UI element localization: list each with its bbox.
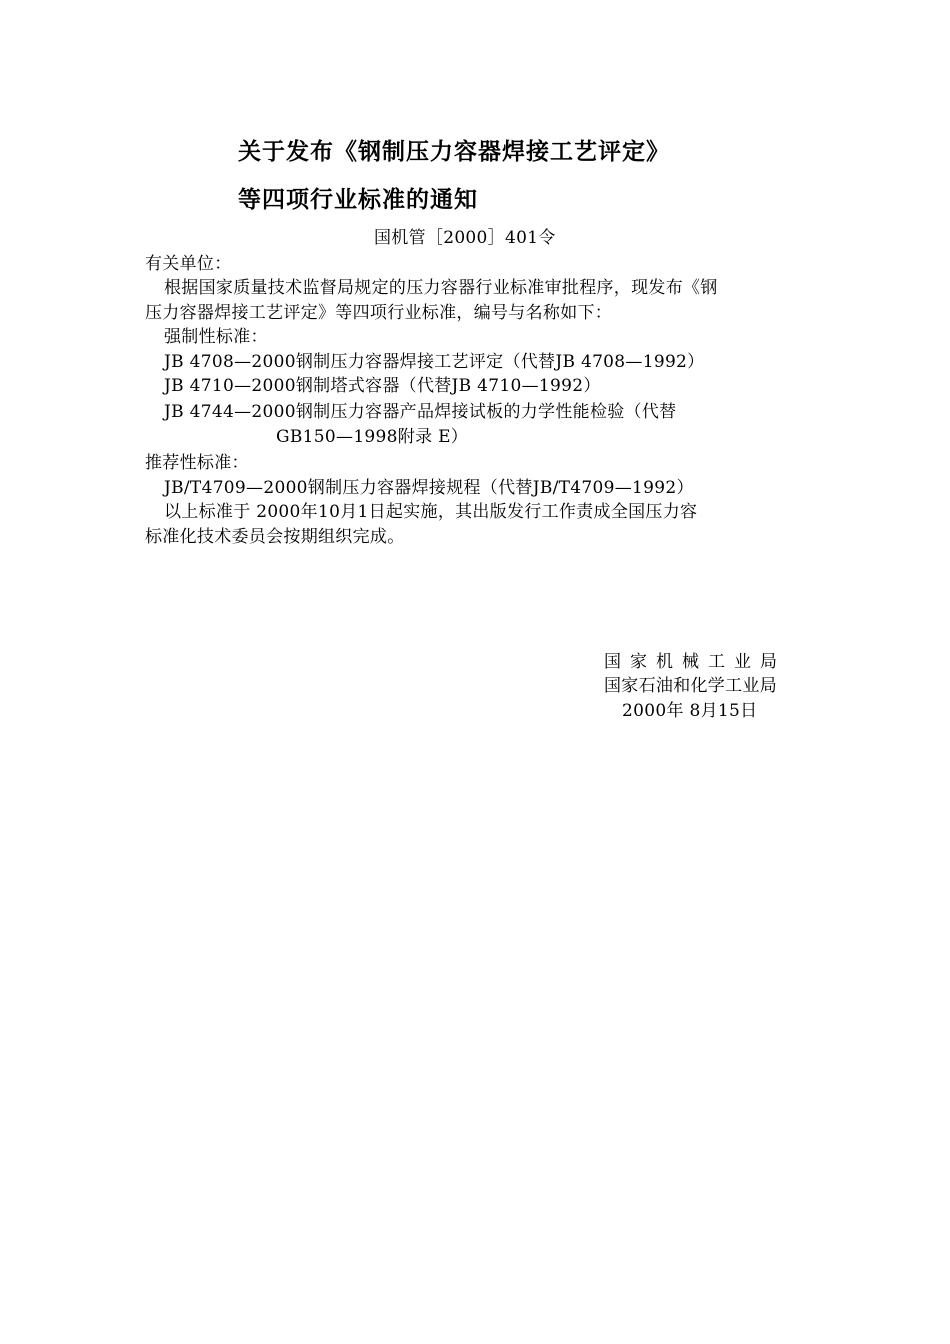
mandatory-standard-item: JB 4708—2000钢制压力容器焊接工艺评定（代替JB 4708—1992） — [164, 352, 705, 372]
signatory-petroleum-chemical-bureau: 国家石油和化学工业局 — [604, 676, 777, 696]
signatory-machinery-bureau: 国家机械工业局 — [604, 652, 786, 672]
issue-date: 2000年 8月15日 — [622, 701, 758, 721]
addressee: 有关单位： — [145, 254, 232, 274]
intro-paragraph-line-2: 压力容器焊接工艺评定》等四项行业标准，编号与名称如下： — [145, 303, 613, 323]
mandatory-standard-item: JB 4744—2000钢制压力容器产品焊接试板的力学性能检验（代替 — [164, 402, 677, 422]
mandatory-standard-item: JB 4710—2000钢制塔式容器（代替JB 4710—1992） — [164, 376, 601, 396]
recommended-standard-item: JB/T4709—2000钢制压力容器焊接规程（代替JB/T4709—1992） — [164, 478, 694, 498]
recommended-standards-heading: 推荐性标准： — [145, 453, 249, 473]
effective-paragraph-line-2: 标准化技术委员会按期组织完成。 — [145, 527, 405, 547]
title-line-1: 关于发布《钢制压力容器焊接工艺评定》 — [238, 139, 670, 165]
mandatory-standards-heading: 强制性标准： — [164, 327, 268, 347]
document-number: 国机管［2000］401令 — [374, 228, 556, 248]
title-line-2: 等四项行业标准的通知 — [238, 187, 478, 213]
effective-paragraph-line-1: 以上标准于 2000年10月1日起实施，其出版发行工作责成全国压力容 — [164, 502, 698, 522]
intro-paragraph-line-1: 根据国家质量技术监督局规定的压力容器行业标准审批程序，现发布《钢 — [164, 278, 718, 298]
mandatory-standard-item-continuation: GB150—1998附录 E） — [276, 427, 469, 447]
